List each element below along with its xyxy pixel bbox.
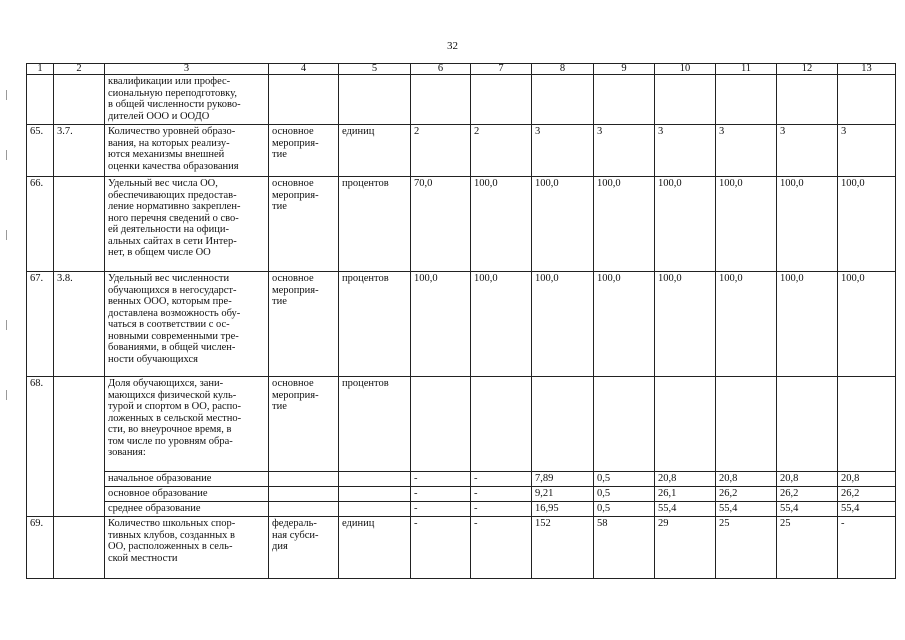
table-row xyxy=(27,75,896,125)
indicator-name: Удельный вес численности обучающихся в негосударст- венных ООО, которым пре- доставлена возможность обу- чаться в соответствии с ос- новными современными тре- бованиями, в общей числен- ности обучающихся xyxy=(105,272,269,377)
indicator-value: 20,8 xyxy=(716,472,777,487)
indicator-value: 100,0 xyxy=(716,272,777,377)
indicator-value: 25 xyxy=(716,517,777,579)
education-level: среднее образование xyxy=(105,502,269,517)
column-number-header: 13 xyxy=(838,64,896,75)
indicator-value: - xyxy=(411,502,471,517)
activity-number: 3.7. xyxy=(54,125,105,177)
indicator-value: 2 xyxy=(471,125,532,177)
activity-number xyxy=(54,517,105,579)
indicator-value xyxy=(411,75,471,125)
indicator-value: 26,2 xyxy=(716,487,777,502)
indicator-value: - xyxy=(411,517,471,579)
indicator-value: - xyxy=(411,472,471,487)
indicator-value xyxy=(532,75,594,125)
indicator-value: 16,95 xyxy=(532,502,594,517)
indicator-value: 7,89 xyxy=(532,472,594,487)
indicator-value: 20,8 xyxy=(655,472,716,487)
row-number: 69. xyxy=(27,517,54,579)
indicator-value: - xyxy=(471,517,532,579)
indicator-value: 100,0 xyxy=(471,177,532,272)
indicator-value: 100,0 xyxy=(532,272,594,377)
unit-of-measure xyxy=(339,502,411,517)
indicator-value: 55,4 xyxy=(655,502,716,517)
indicator-value xyxy=(838,377,896,472)
activity-type xyxy=(269,487,339,502)
table-row xyxy=(27,177,896,272)
table-row xyxy=(27,272,896,377)
unit-of-measure: процентов xyxy=(339,177,411,272)
indicator-value: 20,8 xyxy=(838,472,896,487)
indicator-value xyxy=(594,75,655,125)
indicator-value: 26,2 xyxy=(777,487,838,502)
row-number: 67. xyxy=(27,272,54,377)
activity-type: основное мероприя- тие xyxy=(269,125,339,177)
activity-type: основное мероприя- тие xyxy=(269,377,339,472)
indicator-value: 2 xyxy=(411,125,471,177)
row-number xyxy=(27,75,54,125)
activity-type: основное мероприя- тие xyxy=(269,272,339,377)
activity-number xyxy=(54,75,105,125)
table-subrow xyxy=(27,472,896,487)
table-subrow xyxy=(27,502,896,517)
education-level: начальное образование xyxy=(105,472,269,487)
indicator-value xyxy=(532,377,594,472)
column-number-header: 7 xyxy=(471,64,532,75)
column-number-header: 10 xyxy=(655,64,716,75)
indicator-value: 3 xyxy=(838,125,896,177)
indicator-value: 0,5 xyxy=(594,502,655,517)
indicator-value: 100,0 xyxy=(716,177,777,272)
activity-type: основное мероприя- тие xyxy=(269,177,339,272)
column-number-header: 12 xyxy=(777,64,838,75)
indicator-name: Количество уровней образо- вания, на которых реализу- ются механизмы внешней оценки качества образования xyxy=(105,125,269,177)
indicator-name: квалификации или профес- сиональную переподготовку, в общей численности руково- дителей ООО и ООДО xyxy=(105,75,269,125)
table-row xyxy=(27,125,896,177)
indicator-value: - xyxy=(471,487,532,502)
indicator-value: 25 xyxy=(777,517,838,579)
indicator-value: 100,0 xyxy=(532,177,594,272)
row-number: 68. xyxy=(27,377,54,517)
column-number-header: 1 xyxy=(27,64,54,75)
indicator-value: - xyxy=(411,487,471,502)
activity-type xyxy=(269,472,339,487)
indicator-value: - xyxy=(471,502,532,517)
column-number-header: 2 xyxy=(54,64,105,75)
indicator-value: 100,0 xyxy=(838,272,896,377)
activity-number xyxy=(54,177,105,272)
indicator-value: 100,0 xyxy=(777,272,838,377)
indicator-value: 0,5 xyxy=(594,472,655,487)
indicators-table xyxy=(26,63,896,579)
indicator-value: 100,0 xyxy=(655,177,716,272)
row-number: 66. xyxy=(27,177,54,272)
activity-type: федераль- ная субси- дия xyxy=(269,517,339,579)
indicator-value: 0,5 xyxy=(594,487,655,502)
indicator-value: 100,0 xyxy=(471,272,532,377)
unit-of-measure xyxy=(339,472,411,487)
indicator-value xyxy=(716,75,777,125)
indicator-value: 100,0 xyxy=(655,272,716,377)
indicator-value: 70,0 xyxy=(411,177,471,272)
page-number: 32 xyxy=(447,40,458,52)
column-number-header: 9 xyxy=(594,64,655,75)
indicator-value: 3 xyxy=(655,125,716,177)
scan-margin-marks xyxy=(6,90,8,410)
indicator-value: 100,0 xyxy=(838,177,896,272)
indicator-name: Удельный вес числа ОО, обеспечивающих предостав- ление нормативно закреплен- ного перечня сведений о сво- ей деятельности на офици- альных сайтах в сети Интер- нет, в общем числе ОО xyxy=(105,177,269,272)
indicator-value: 152 xyxy=(532,517,594,579)
indicator-name: Количество школьных спор- тивных клубов, созданных в ОО, расположенных в сель- ской местности xyxy=(105,517,269,579)
indicator-value: - xyxy=(471,472,532,487)
indicator-value: 100,0 xyxy=(594,177,655,272)
indicator-value: 29 xyxy=(655,517,716,579)
activity-number xyxy=(54,377,105,517)
indicator-value: 26,1 xyxy=(655,487,716,502)
indicator-value: 20,8 xyxy=(777,472,838,487)
indicator-value xyxy=(594,377,655,472)
indicator-value: - xyxy=(838,517,896,579)
unit-of-measure: единиц xyxy=(339,125,411,177)
indicator-value xyxy=(471,377,532,472)
column-number-header: 4 xyxy=(269,64,339,75)
indicator-value: 55,4 xyxy=(716,502,777,517)
indicator-value xyxy=(777,75,838,125)
indicator-value xyxy=(471,75,532,125)
indicator-value xyxy=(716,377,777,472)
activity-type xyxy=(269,75,339,125)
column-number-row xyxy=(27,64,896,75)
indicator-value: 100,0 xyxy=(411,272,471,377)
table-row xyxy=(27,377,896,472)
table-subrow xyxy=(27,487,896,502)
indicator-value xyxy=(411,377,471,472)
unit-of-measure: единиц xyxy=(339,517,411,579)
indicator-value: 26,2 xyxy=(838,487,896,502)
row-number: 65. xyxy=(27,125,54,177)
column-number-header: 3 xyxy=(105,64,269,75)
indicator-value: 58 xyxy=(594,517,655,579)
table-row xyxy=(27,517,896,579)
indicator-value xyxy=(655,75,716,125)
indicator-value xyxy=(838,75,896,125)
indicator-value: 3 xyxy=(594,125,655,177)
indicator-value: 55,4 xyxy=(838,502,896,517)
activity-type xyxy=(269,502,339,517)
indicator-value: 3 xyxy=(716,125,777,177)
column-number-header: 11 xyxy=(716,64,777,75)
indicator-value: 3 xyxy=(532,125,594,177)
indicator-name: Доля обучающихся, зани- мающихся физической куль- турой и спортом в ОО, распо- ложенных в сельской местно- сти, во внеурочное время, в том числе по уровням обра- зования: xyxy=(105,377,269,472)
indicator-value xyxy=(655,377,716,472)
education-level: основное образование xyxy=(105,487,269,502)
unit-of-measure: процентов xyxy=(339,272,411,377)
column-number-header: 5 xyxy=(339,64,411,75)
unit-of-measure: процентов xyxy=(339,377,411,472)
column-number-header: 6 xyxy=(411,64,471,75)
indicator-value: 100,0 xyxy=(777,177,838,272)
indicator-value xyxy=(777,377,838,472)
activity-number: 3.8. xyxy=(54,272,105,377)
unit-of-measure xyxy=(339,487,411,502)
indicator-value: 100,0 xyxy=(594,272,655,377)
column-number-header: 8 xyxy=(532,64,594,75)
indicator-value: 9,21 xyxy=(532,487,594,502)
unit-of-measure xyxy=(339,75,411,125)
indicator-value: 55,4 xyxy=(777,502,838,517)
indicator-value: 3 xyxy=(777,125,838,177)
